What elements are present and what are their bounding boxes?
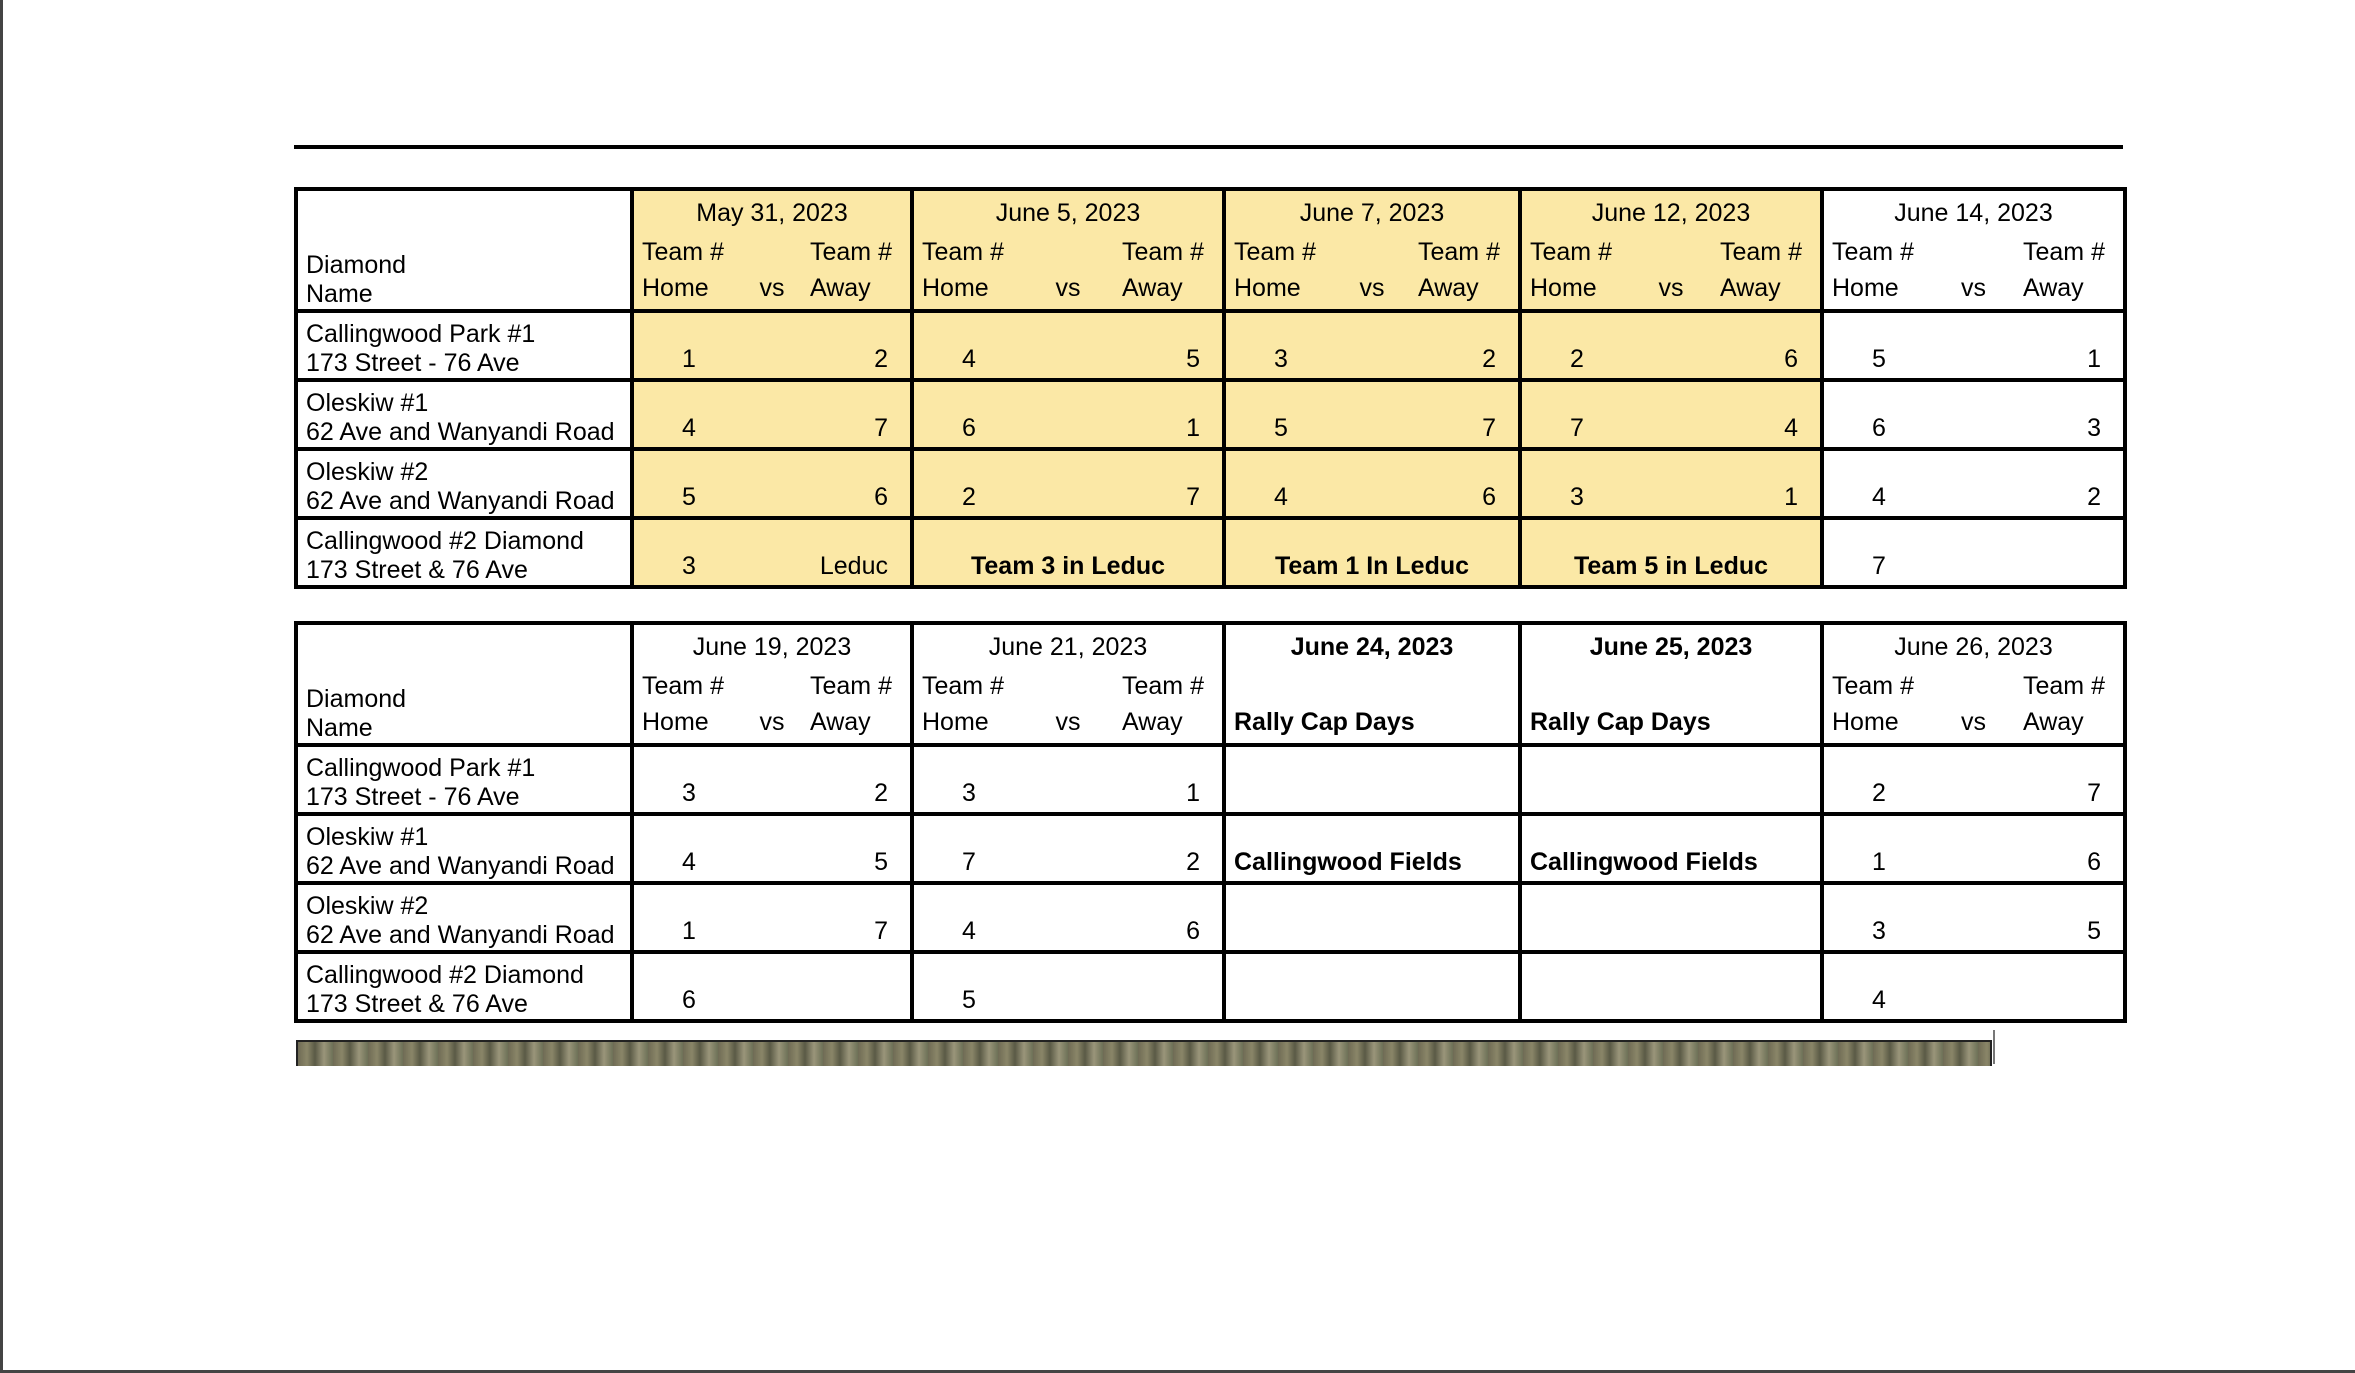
diamond-cell: Oleskiw #2 62 Ave and Wanyandi Road xyxy=(296,883,632,952)
game-cell: 4 5 xyxy=(632,814,912,883)
game-cell xyxy=(1224,883,1520,952)
table-row xyxy=(296,883,2125,952)
game-cell xyxy=(1520,952,1822,1021)
date-header: June 5, 2023 Team # Team # Home vs Away xyxy=(912,189,1224,311)
game-cell: 2 6 xyxy=(1520,311,1822,380)
table-row xyxy=(296,814,2125,883)
diamond-cell: Oleskiw #1 62 Ave and Wanyandi Road xyxy=(296,814,632,883)
date-header: June 21, 2023 Team # Team # Home vs Away xyxy=(912,623,1224,745)
top-rule xyxy=(294,145,2123,149)
leduc-note: Team 3 in Leduc xyxy=(912,518,1224,587)
diamond-cell: Oleskiw #1 62 Ave and Wanyandi Road xyxy=(296,380,632,449)
game-cell: 5 1 xyxy=(1822,311,2125,380)
table-row xyxy=(296,380,2125,449)
leduc-note: Team 1 In Leduc xyxy=(1224,518,1520,587)
schedule-table-1 xyxy=(294,187,2127,589)
date-header: June 12, 2023 Team # Team # Home vs Away xyxy=(1520,189,1822,311)
fields-note: Callingwood Fields xyxy=(1224,814,1520,883)
diamond-name-header: Diamond Name xyxy=(296,623,632,745)
aerial-map-image xyxy=(296,1040,1992,1066)
date-header: June 14, 2023 Team # Team # Home vs Away xyxy=(1822,189,2125,311)
diamond-cell: Callingwood #2 Diamond 173 Street & 76 Ave xyxy=(296,518,632,587)
date-header: June 25, 2023 Rally Cap Days xyxy=(1520,623,1822,745)
game-cell: 3 2 xyxy=(1224,311,1520,380)
game-cell xyxy=(1224,745,1520,814)
game-cell: 1 6 xyxy=(1822,814,2125,883)
game-cell: 6 1 xyxy=(912,380,1224,449)
game-cell: 1 7 xyxy=(632,883,912,952)
diamond-name-header: Diamond Name xyxy=(296,189,632,311)
game-cell xyxy=(1520,883,1822,952)
date-header: June 26, 2023 Team # Team # Home vs Away xyxy=(1822,623,2125,745)
game-cell xyxy=(1520,745,1822,814)
game-cell: 6 3 xyxy=(1822,380,2125,449)
diamond-cell: Oleskiw #2 62 Ave and Wanyandi Road xyxy=(296,449,632,518)
game-cell: 2 7 xyxy=(1822,745,2125,814)
game-cell: 7 2 xyxy=(912,814,1224,883)
text-cursor xyxy=(1993,1030,1995,1064)
table-row xyxy=(296,745,2125,814)
game-cell: 7 4 xyxy=(1520,380,1822,449)
game-cell xyxy=(1224,952,1520,1021)
fields-note: Callingwood Fields xyxy=(1520,814,1822,883)
diamond-cell: Callingwood Park #1 173 Street - 76 Ave xyxy=(296,745,632,814)
table-row xyxy=(296,311,2125,380)
game-cell: 4 5 xyxy=(912,311,1224,380)
game-cell: 4 6 xyxy=(912,883,1224,952)
date-header: June 7, 2023 Team # Team # Home vs Away xyxy=(1224,189,1520,311)
diamond-cell: Callingwood #2 Diamond 173 Street & 76 Ave xyxy=(296,952,632,1021)
game-cell: 3 1 xyxy=(1520,449,1822,518)
game-cell: 6 xyxy=(632,952,912,1021)
table-row xyxy=(296,518,2125,587)
date-header: June 24, 2023 Rally Cap Days xyxy=(1224,623,1520,745)
game-cell: 3 Leduc xyxy=(632,518,912,587)
table-row xyxy=(296,952,2125,1021)
game-cell: 3 2 xyxy=(632,745,912,814)
schedule-table-2 xyxy=(294,621,2127,1023)
game-cell: 5 6 xyxy=(632,449,912,518)
game-cell: 4 7 xyxy=(632,380,912,449)
game-cell: 4 6 xyxy=(1224,449,1520,518)
game-cell: 2 7 xyxy=(912,449,1224,518)
diamond-cell: Callingwood Park #1 173 Street - 76 Ave xyxy=(296,311,632,380)
leduc-note: Team 5 in Leduc xyxy=(1520,518,1822,587)
game-cell: 3 1 xyxy=(912,745,1224,814)
table-row xyxy=(296,449,2125,518)
game-cell: 4 xyxy=(1822,952,2125,1021)
game-cell: 1 2 xyxy=(632,311,912,380)
game-cell: 5 xyxy=(912,952,1224,1021)
date-header: May 31, 2023 Team # Team # Home vs Away xyxy=(632,189,912,311)
game-cell: 4 2 xyxy=(1822,449,2125,518)
game-cell: 5 7 xyxy=(1224,380,1520,449)
date-header: June 19, 2023 Team # Team # Home vs Away xyxy=(632,623,912,745)
game-cell: 3 5 xyxy=(1822,883,2125,952)
game-cell: 7 xyxy=(1822,518,2125,587)
